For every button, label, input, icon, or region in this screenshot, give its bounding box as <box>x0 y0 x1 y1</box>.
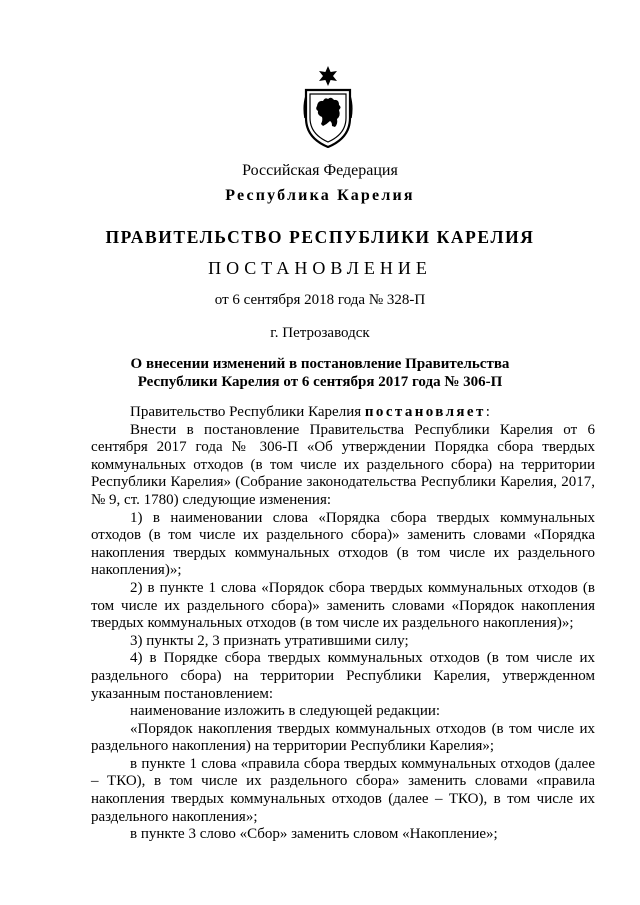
subject-line-1: О внесении изменений в постановление Правительства <box>130 356 510 372</box>
star-icon <box>319 66 337 86</box>
paragraph: 4) в Порядке сбора твердых коммунальных отходов (в том числе их раздельного сбора) на территории Республики Карелия, утвержденном указанным постановлением: <box>91 650 595 702</box>
government-title: ПРАВИТЕЛЬСТВО РЕСПУБЛИКИ КАРЕЛИЯ <box>105 227 535 247</box>
paragraph: 2) в пункте 1 слова «Порядок сбора твердых коммунальных отходов (в том числе их раздельного сбора)» заменить словами «Порядок накопления твердых коммунальных отходов (в том числе их раздельного накопления)»; <box>91 579 595 632</box>
subject-line-2: Республики Карелия от 6 сентября 2017 года № 306-П <box>137 374 503 390</box>
republic-name: Республика Карелия <box>225 187 415 204</box>
intro-paragraph <box>91 404 595 422</box>
paragraph: Внести в постановление Правительства Республики Карелия от 6 сентября 2017 года № 306-П «Об утверждении Порядка сбора твердых коммунальных отходов (в том числе их раздельного сбора) на территории Республики Карелия» (Собрание законодательства Республики Карелия, 2017, № 9, ст. 1780) следующие изменения: <box>91 421 595 508</box>
decree-date: от 6 сентября 2018 года № 328-П <box>214 292 426 308</box>
paragraph: 3) пункты 2, 3 признать утратившими силу; <box>130 632 409 649</box>
paragraph: в пункте 1 слова «правила сбора твердых коммунальных отходов (далее – ТКО), в том числе их раздельного сбора» заменить словами «правила накопления твердых коммунальных отходов (далее – ТКО), в том числе их раздельного накопления»; <box>91 755 595 825</box>
intro-colon: : <box>485 404 490 420</box>
federation-name: Российская Федерация <box>242 162 398 179</box>
intro-verb: постановляет <box>364 404 486 420</box>
paragraph: наименование изложить в следующей редакции: <box>130 703 441 720</box>
city: г. Петрозаводск <box>270 325 370 341</box>
decree-body <box>91 404 595 844</box>
paragraph: «Порядок накопления твердых коммунальных отходов (в том числе их раздельного накопления) на территории Республики Карелия»; <box>91 720 595 755</box>
decree-subject <box>0 355 640 391</box>
decree-type: ПОСТАНОВЛЕНИЕ <box>208 258 432 278</box>
intro-lead: Правительство Республики Карелия <box>130 404 365 420</box>
paragraph: 1) в наименовании слова «Порядка сбора твердых коммунальных отходов (в том числе их раздельного сбора)» заменить словами «Порядка накопления твердых коммунальных отходов (в том числе их раздельного накопления)»; <box>91 509 595 579</box>
paragraph: в пункте 3 слово «Сбор» заменить словом «Накопление»; <box>130 826 498 843</box>
karelia-coat-of-arms-icon <box>303 66 353 148</box>
